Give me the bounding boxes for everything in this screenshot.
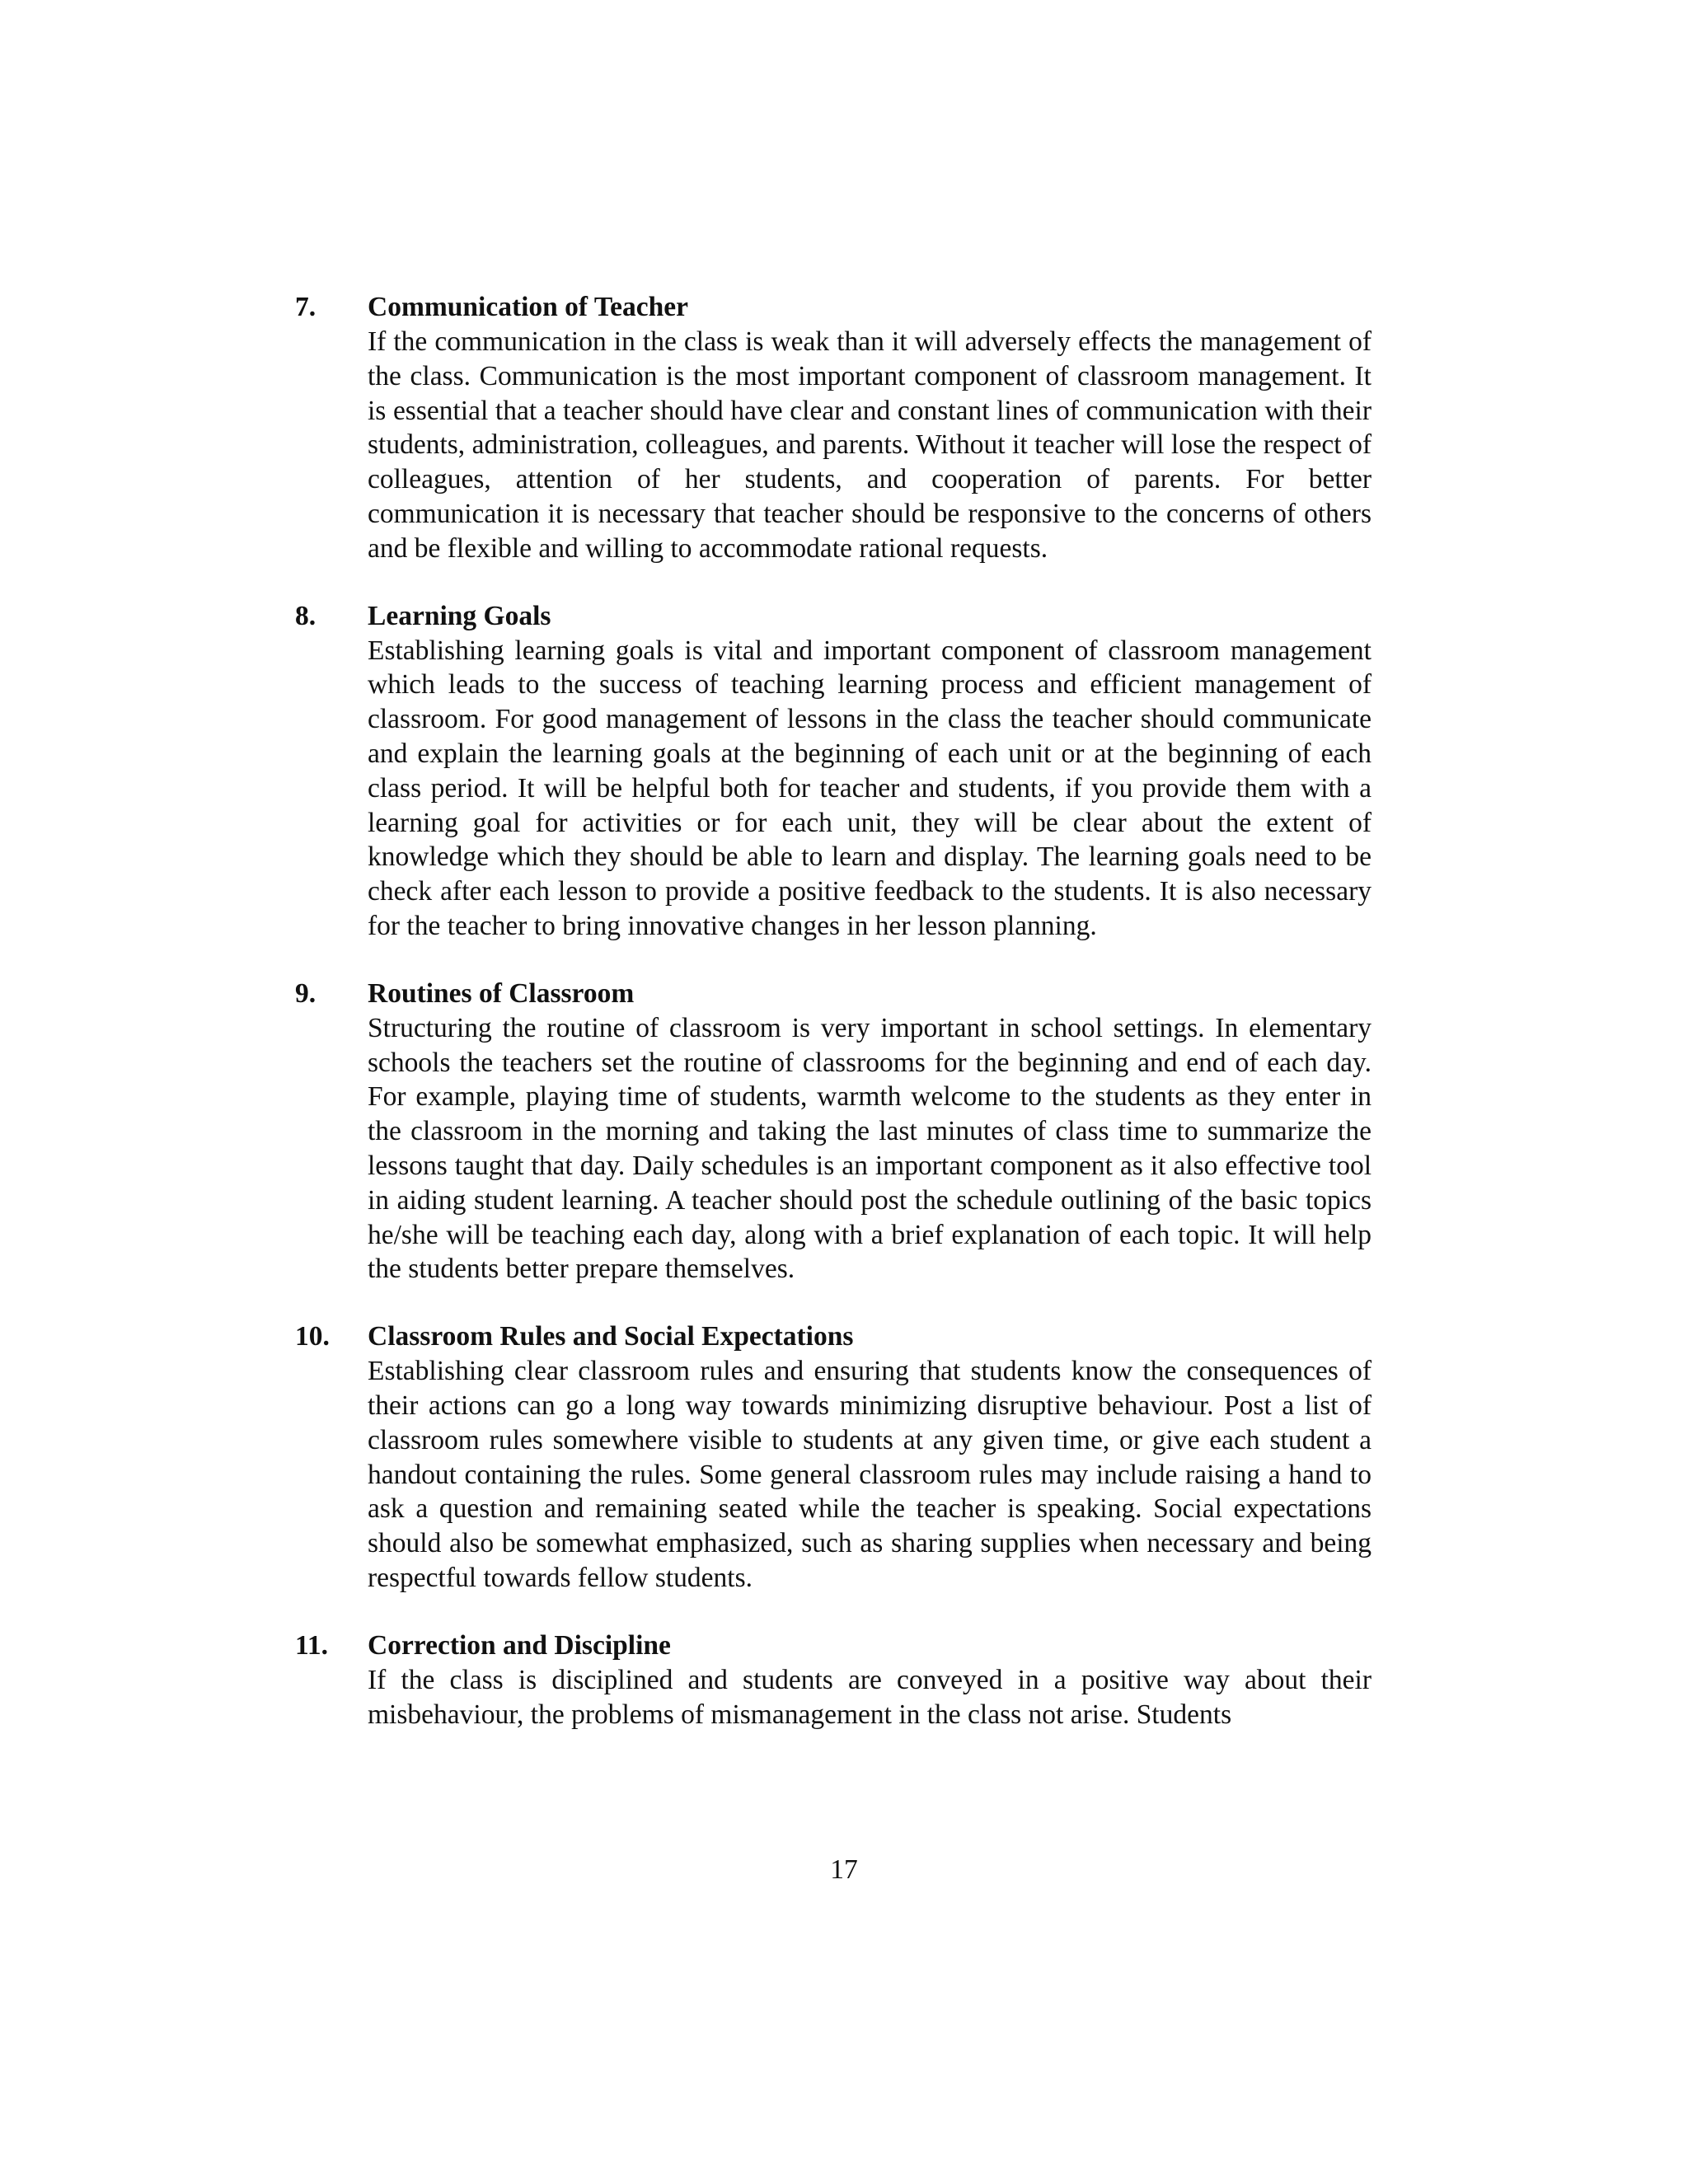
section-number: 8. xyxy=(295,600,316,631)
section-number: 7. xyxy=(295,292,316,322)
section-title: Correction and Discipline xyxy=(368,1629,671,1661)
section-heading xyxy=(295,977,1372,1011)
section-routines-of-classroom xyxy=(295,977,1372,1286)
section-title: Learning Goals xyxy=(368,600,551,631)
section-paragraph: Establishing learning goals is vital and important component of classroom management which leads to the success of teaching learning process and efficient management of classroom. For good management of lessons in the class the teacher should communicate and explain the learning goals at the beginning of each unit or at the beginning of each class period. It will be helpful both for teacher and students, if you provide them with a learning goal for activities or for each unit, they will be clear about the extent of knowledge which they should be able to learn and display. The learning goals need to be check after each lesson to provide a positive feedback to the students. It is also necessary for the teacher to bring innovative changes in her lesson planning. xyxy=(368,635,1372,941)
section-learning-goals xyxy=(295,599,1372,944)
section-classroom-rules xyxy=(295,1319,1372,1596)
section-number: 11. xyxy=(295,1629,329,1661)
section-correction-and-discipline xyxy=(295,1629,1372,1732)
section-heading xyxy=(295,1629,1372,1663)
section-paragraph: If the communication in the class is weak than it will adversely effects the management of the class. Communication is the most important component of classroom management. It is essential that a teacher should have clear and constant lines of communication with their students, administration, colleagues, and parents. Without it teacher will lose the respect of colleagues, attention of her students, and cooperation of parents. For better communication it is necessary that teacher should be responsive to the concerns of others and be flexible and willing to accommodate rational requests. xyxy=(368,326,1372,564)
section-paragraph: Establishing clear classroom rules and ensuring that students know the consequences of their actions can go a long way towards minimizing disruptive behaviour. Post a list of classroom rules somewhere visible to students at any given time, or give each student a handout containing the rules. Some general classroom rules may include raising a hand to ask a question and remaining seated while the teacher is speaking. Social expectations should also be somewhat emphasized, such as sharing supplies when necessary and being respectful towards fellow students. xyxy=(368,1356,1372,1593)
section-heading xyxy=(295,290,1372,325)
section-title: Routines of Classroom xyxy=(368,977,635,1009)
section-number: 10. xyxy=(295,1321,330,1352)
section-title: Classroom Rules and Social Expectations xyxy=(368,1321,854,1352)
section-communication-of-teacher xyxy=(295,290,1372,566)
section-heading xyxy=(295,1319,1372,1354)
section-number: 9. xyxy=(295,977,316,1009)
section-paragraph: If the class is disciplined and students are conveyed in a positive way about their misbehaviour, the problems of mismanagement in the class not arise. Students xyxy=(368,1664,1372,1730)
section-title: Communication of Teacher xyxy=(368,292,688,322)
page-number: 17 xyxy=(830,1854,858,1885)
section-heading xyxy=(295,599,1372,634)
section-list xyxy=(295,290,1372,1765)
section-paragraph: Structuring the routine of classroom is very important in school settings. In elementary schools the teachers set the routine of classrooms for the beginning and end of each day. For example, playing time of students, warmth welcome to the students as they enter in the classroom in the morning and taking the last minutes of class time to summarize the lessons taught that day. Daily schedules is an important component as it also effective tool in aiding student learning. A teacher should post the schedule outlining of the basic topics he/she will be teaching each day, along with a brief explanation of each topic. It will help the students better prepare themselves. xyxy=(368,1012,1372,1285)
